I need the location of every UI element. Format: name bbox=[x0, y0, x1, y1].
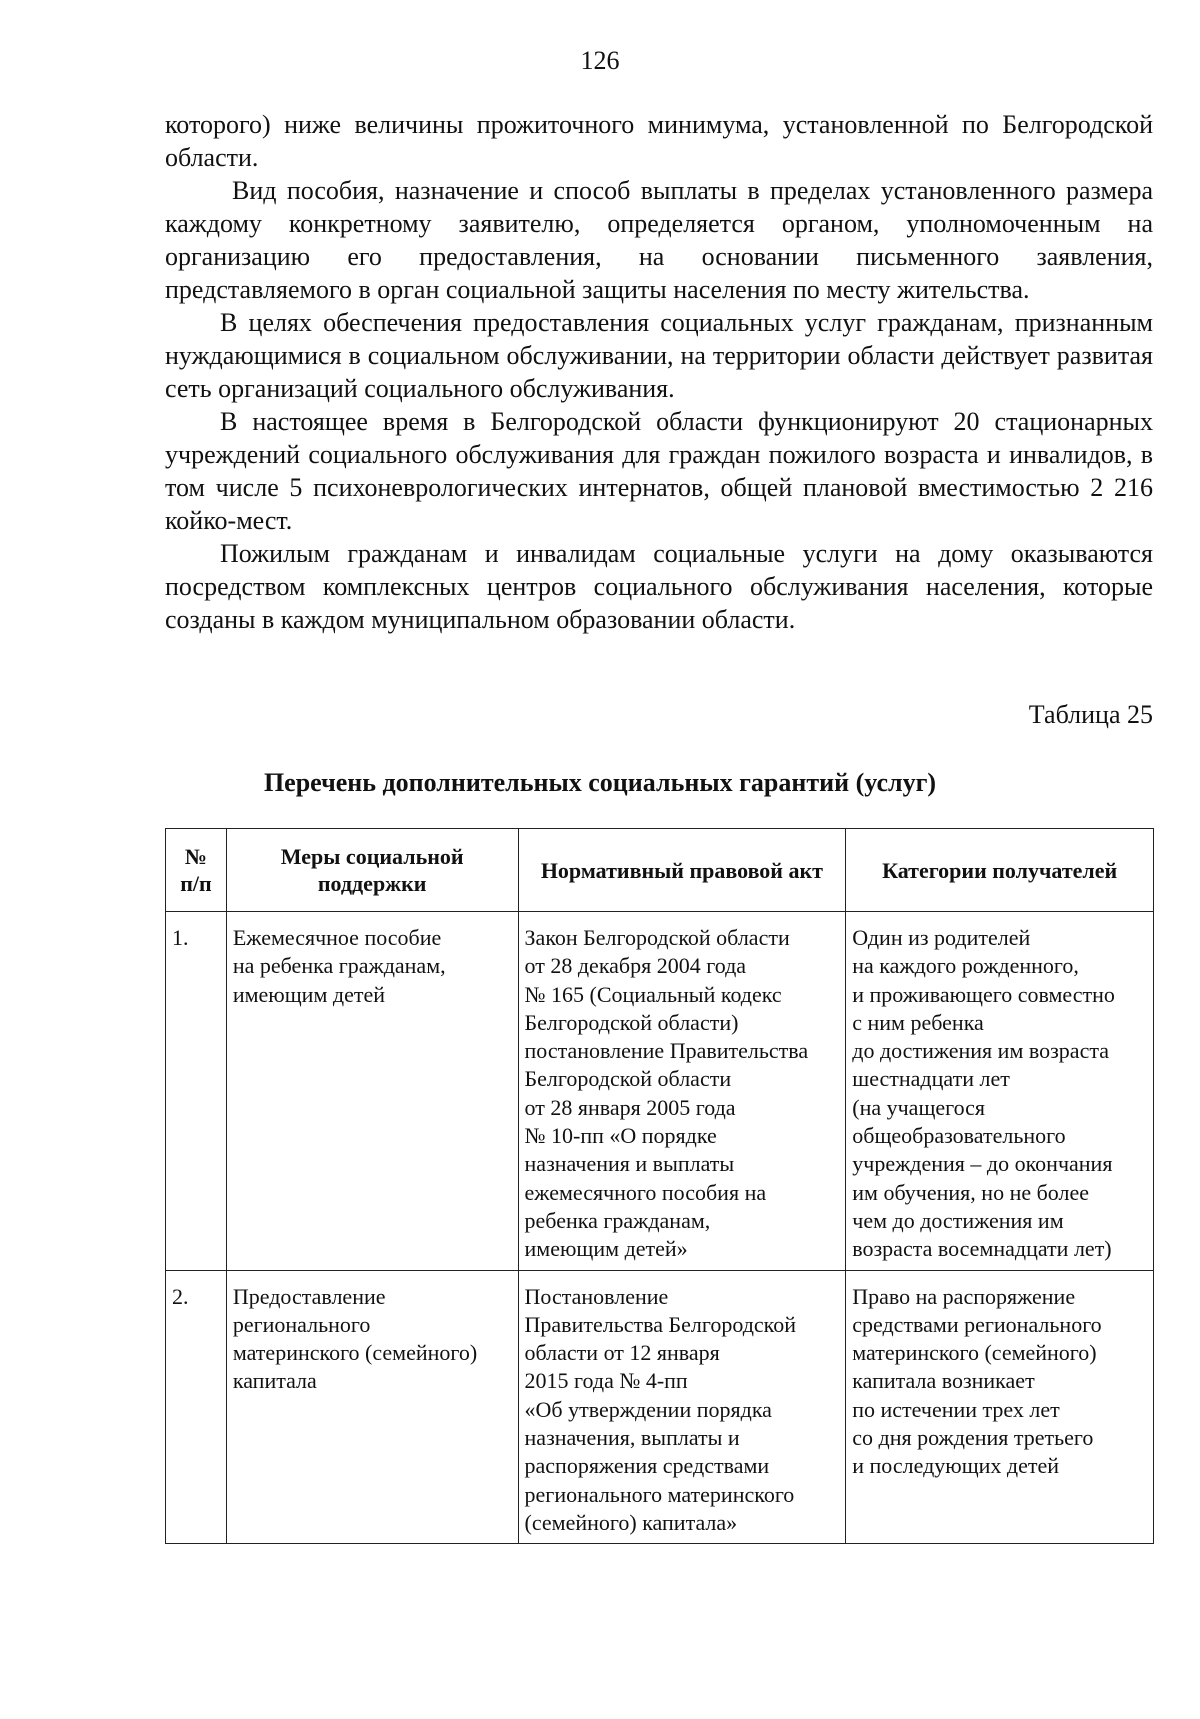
header-measures: Меры социальной поддержки bbox=[226, 829, 518, 912]
cell-recipients-line: на каждого рожденного, bbox=[852, 953, 1079, 979]
cell-act-line: Закон Белгородской области bbox=[524, 925, 790, 950]
cell-act-line: Постановление bbox=[524, 1283, 669, 1309]
cell-act-line: области от 12 января bbox=[524, 1340, 720, 1366]
cell-recipients-line: со дня рождения третьего bbox=[852, 1425, 1094, 1451]
cell-measure-line: Предоставление bbox=[232, 1283, 386, 1309]
cell-recipients-line: Право на распоряжение bbox=[852, 1283, 1076, 1309]
cell-measure-line: Ежемесячное пособие bbox=[232, 925, 442, 950]
paragraph-1: которого) ниже величины прожиточного минимума, установленной по Белгородской области. bbox=[165, 110, 1153, 172]
paragraph-2: Вид пособия, назначение и способ выплаты в пределах установленного размера каждому конкретному заявителю, определяется органом, уполномоченным на организацию его предоставления, на основании письменного заявления, представляемого в орган социальной защиты населения по месту жительства. bbox=[165, 176, 1153, 304]
cell-act-line: 2015 года № 4-пп bbox=[524, 1368, 688, 1394]
paragraph-3: В целях обеспечения предоставления социальных услуг гражданам, признанным нуждающимися в социальном обслуживании, на территории области действует развитая сеть организаций социального обслуживания. bbox=[165, 308, 1153, 403]
cell-act-line: «Об утверждении порядка bbox=[524, 1396, 772, 1422]
cell-act-line: регионального материнского bbox=[524, 1481, 795, 1507]
cell-recipients bbox=[846, 912, 1154, 1271]
cell-recipients-line: (на учащегося bbox=[852, 1094, 986, 1120]
cell-act-line: назначения, выплаты и bbox=[524, 1425, 740, 1451]
guarantees-table bbox=[165, 828, 1154, 1544]
cell-recipients-line: Один из родителей bbox=[852, 925, 1031, 950]
cell-recipients bbox=[846, 1270, 1154, 1544]
paragraph-4: В настоящее время в Белгородской области функционируют 20 стационарных учреждений социального обслуживания для граждан пожилого возраста и инвалидов, в том числе 5 психоневрологических интернатов, общей плановой вместимостью 2 216 койко-мест. bbox=[165, 407, 1153, 535]
cell-measure-line: регионального bbox=[232, 1311, 371, 1337]
cell-recipients-line: чем до достижения им bbox=[852, 1207, 1064, 1233]
cell-recipients-line: возраста восемнадцати лет) bbox=[852, 1236, 1112, 1262]
table-row bbox=[166, 912, 1154, 1271]
cell-number: 2. bbox=[166, 1270, 227, 1544]
cell-recipients-line: общеобразовательного bbox=[852, 1123, 1066, 1149]
cell-act bbox=[518, 1270, 846, 1544]
cell-act-line: ребенка гражданам, bbox=[524, 1207, 711, 1233]
cell-measure bbox=[226, 912, 518, 1271]
table-row bbox=[166, 1270, 1154, 1544]
table-header-row bbox=[166, 829, 1154, 912]
table-caption: Таблица 25 bbox=[1028, 700, 1153, 729]
cell-act-line: № 10-пп «О порядке bbox=[524, 1123, 717, 1149]
cell-act-line: от 28 декабря 2004 года bbox=[524, 953, 747, 979]
cell-recipients-line: средствами регионального bbox=[852, 1311, 1102, 1337]
cell-act-line: постановление Правительства bbox=[524, 1038, 809, 1064]
cell-act-line: распоряжения средствами bbox=[524, 1453, 770, 1479]
cell-measure-line: капитала bbox=[232, 1368, 317, 1394]
cell-recipients-line: с ним ребенка bbox=[852, 1009, 984, 1035]
cell-act-line: Правительства Белгородской bbox=[524, 1311, 796, 1337]
cell-measure bbox=[226, 1270, 518, 1544]
cell-recipients-line: им обучения, но не более bbox=[852, 1179, 1090, 1205]
cell-recipients-line: по истечении трех лет bbox=[852, 1396, 1060, 1422]
cell-act-line: (семейного) капитала» bbox=[524, 1509, 738, 1535]
header-act: Нормативный правовой акт bbox=[518, 829, 846, 912]
table-body bbox=[166, 912, 1154, 1544]
table-title: Перечень дополнительных социальных гарантий (услуг) bbox=[263, 768, 937, 797]
cell-recipients-line: до достижения им возраста bbox=[852, 1038, 1109, 1064]
cell-measure-line: материнского (семейного) bbox=[232, 1340, 478, 1366]
header-number: № п/п bbox=[166, 829, 227, 912]
body-text bbox=[165, 108, 1153, 636]
cell-act-line: ежемесячного пособия на bbox=[524, 1179, 767, 1205]
cell-recipients-line: капитала возникает bbox=[852, 1368, 1035, 1394]
cell-recipients-line: шестнадцати лет bbox=[852, 1066, 1010, 1092]
cell-act-line: назначения и выплаты bbox=[524, 1151, 735, 1177]
cell-act-line: № 165 (Социальный кодекс bbox=[524, 981, 782, 1007]
paragraph-5: Пожилым гражданам и инвалидам социальные услуги на дому оказываются посредством комплексных центров социального обслуживания населения, которые созданы в каждом муниципальном образовании области. bbox=[165, 539, 1153, 634]
cell-act-line: Белгородской области bbox=[524, 1066, 732, 1092]
cell-recipients-line: материнского (семейного) bbox=[852, 1340, 1097, 1366]
cell-act-line: от 28 января 2005 года bbox=[524, 1094, 736, 1120]
header-recipients: Категории получателей bbox=[846, 829, 1154, 912]
cell-number: 1. bbox=[166, 912, 227, 1271]
cell-act-line: Белгородской области) bbox=[524, 1009, 739, 1035]
cell-recipients-line: и последующих детей bbox=[852, 1453, 1060, 1479]
cell-recipients-line: учреждения – до окончания bbox=[852, 1151, 1113, 1177]
cell-act bbox=[518, 912, 846, 1271]
cell-recipients-line: и проживающего совместно bbox=[852, 981, 1115, 1007]
cell-measure-line: на ребенка гражданам, bbox=[232, 953, 446, 979]
cell-act-line: имеющим детей» bbox=[524, 1236, 688, 1262]
page-number: 126 bbox=[580, 46, 620, 75]
cell-measure-line: имеющим детей bbox=[232, 981, 385, 1007]
